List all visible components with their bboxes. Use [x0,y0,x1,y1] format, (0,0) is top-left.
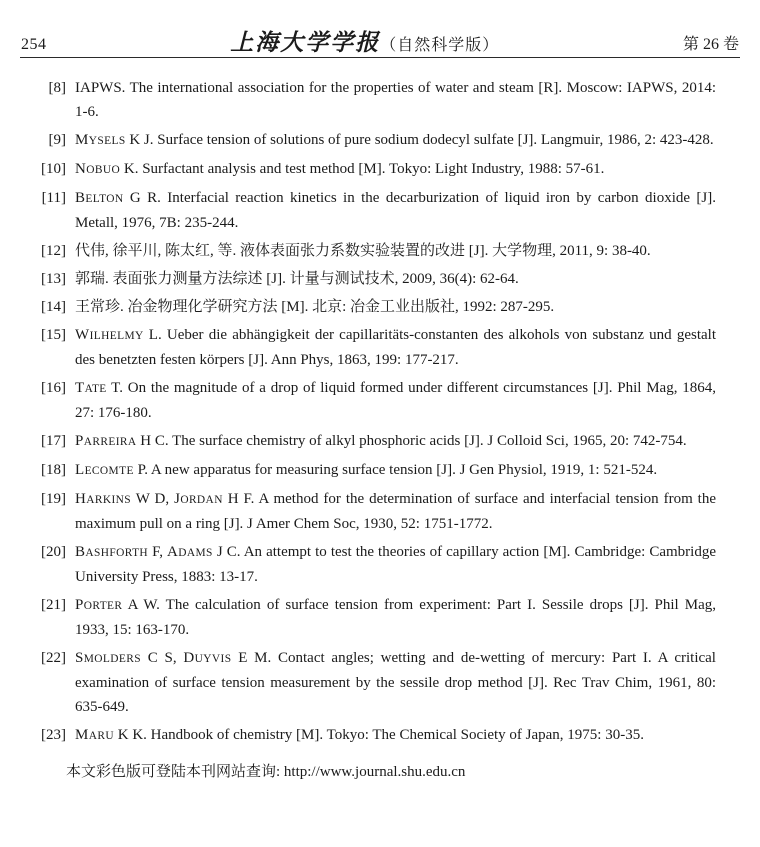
reference-item [36,186,716,235]
journal-edition-label: （自然科学版） [380,37,500,54]
reference-text: 代伟, 徐平川, 陈太红, 等. 液体表面张力系数实验装置的改进 [J]. 大学物理, 2011, 9: 38-40. [75,243,651,259]
header-divider [20,57,740,58]
reference-text: PORTER A W. The calculation of surface tension from experiment: Part I. Sessile drops [J]. Phil Mag, 1933, 15: 163-170. [75,597,716,638]
author-surname: PARREIRA [75,433,137,449]
author-surname: BASHFORTH [75,544,149,560]
footer-note-text: 本文彩色版可登陆本刊网站查询: [66,764,284,780]
reference-number: [11] [41,190,66,206]
reference-number: [20] [41,544,66,560]
reference-item [36,267,716,291]
author-surname: LECOMTE [75,462,134,478]
reference-text: 王常珍. 冶金物理化学研究方法 [M]. 北京: 冶金工业出版社, 1992: 287-295. [75,299,555,315]
reference-text: HARKINS W D, JORDAN H F. A method for the determination of surface and interfacial tension from the maximum pull on a ring [J]. J Amer Chem Soc, 1930, 52: 1751-1772. [75,491,716,532]
author-surname: TATE [75,380,107,396]
reference-number: [23] [41,727,66,743]
reference-text: MARU K K. Handbook of chemistry [M]. Tokyo: The Chemical Society of Japan, 1975: 30-35. [75,727,644,743]
author-surname: MARU [75,727,114,743]
author-surname: MYSELS [75,132,126,148]
reference-item [36,593,716,642]
reference-number: [18] [41,462,66,478]
reference-number: [21] [41,597,66,613]
reference-number: [8] [48,80,66,96]
reference-item [36,128,716,153]
reference-item [36,76,716,124]
reference-number: [16] [41,380,66,396]
author-surname: PORTER [75,597,123,613]
page-number: 254 [21,36,47,53]
author-surname: SMOLDERS [75,650,141,666]
reference-item [36,487,716,536]
reference-item [36,376,716,425]
reference-number: [17] [41,433,66,449]
reference-item [36,458,716,483]
running-header [21,26,739,54]
reference-text: IAPWS. The international association for the properties of water and steam [R]. Moscow: IAPWS, 2014: 1-6. [75,80,716,120]
volume-label: 第 26 卷 [682,36,739,53]
reference-text: LECOMTE P. A new apparatus for measuring surface tension [J]. J Gen Physiol, 1919, 1: 521-524. [75,462,658,478]
reference-text: NOBUO K. Surfactant analysis and test method [M]. Tokyo: Light Industry, 1988: 57-61. [75,161,605,177]
reference-number: [13] [41,271,66,287]
reference-number: [15] [41,327,66,343]
author-surname: BELTON [75,190,124,206]
reference-text: MYSELS K J. Surface tension of solutions of pure sodium dodecyl sulfate [J]. Langmuir, 1986, 2: 423-428. [75,132,714,148]
reference-text: SMOLDERS C S, DUYVIS E M. Contact angles; wetting and de-wetting of mercury: Part I. A critical examination of surface tension measurement by the sessile drop method [J]. Rec Trav Chim, 1961, 80: 635-649. [75,650,716,715]
reference-number: [9] [48,132,66,148]
author-surname: HARKINS [75,491,132,507]
author-surname: WILHELMY [75,327,144,343]
author-surname: NOBUO [75,161,121,177]
reference-item [36,429,716,454]
author-surname: ADAMS [167,544,213,560]
references-section [36,76,716,784]
reference-item [36,295,716,319]
reference-text: 郭瑞. 表面张力测量方法综述 [J]. 计量与测试技术, 2009, 36(4): 62-64. [75,271,519,287]
reference-item [36,723,716,748]
author-surname: JORDAN [174,491,223,507]
reference-text: WILHELMY L. Ueber die abhängigkeit der capillaritäts-constanten des alkohols von substanz und gestalt des benetzten festen körpers [J]. Ann Phys, 1863, 199: 177-217. [75,327,716,368]
reference-number: [19] [41,491,66,507]
reference-text: BELTON G R. Interfacial reaction kinetics in the decarburization of liquid iron by carbon dioxide [J]. Metall, 1976, 7B: 235-244. [75,190,716,231]
reference-number: [22] [41,650,66,666]
reference-text: TATE T. On the magnitude of a drop of liquid formed under different circumstances [J]. Phil Mag, 1864, 27: 176-180. [75,380,716,421]
journal-name-calligraphic: 上海大学学报 [230,30,381,55]
reference-number: [14] [41,299,66,315]
references-list [36,76,716,748]
reference-text: PARREIRA H C. The surface chemistry of alkyl phosphoric acids [J]. J Colloid Sci, 1965, 20: 742-754. [75,433,687,449]
journal-title [230,31,499,54]
reference-item [36,540,716,589]
reference-item [36,239,716,263]
author-surname: DUYVIS [183,650,232,666]
journal-website-url: http://www.journal.shu.edu.cn [283,764,466,780]
reference-item [36,157,716,182]
reference-text: BASHFORTH F, ADAMS J C. An attempt to test the theories of capillary action [M]. Cambridge: Cambridge University Press, 1883: 13-17. [75,544,716,585]
reference-number: [12] [41,243,66,259]
reference-number: [10] [41,161,66,177]
reference-item [36,323,716,372]
footer-note [66,760,716,784]
reference-item [36,646,716,719]
